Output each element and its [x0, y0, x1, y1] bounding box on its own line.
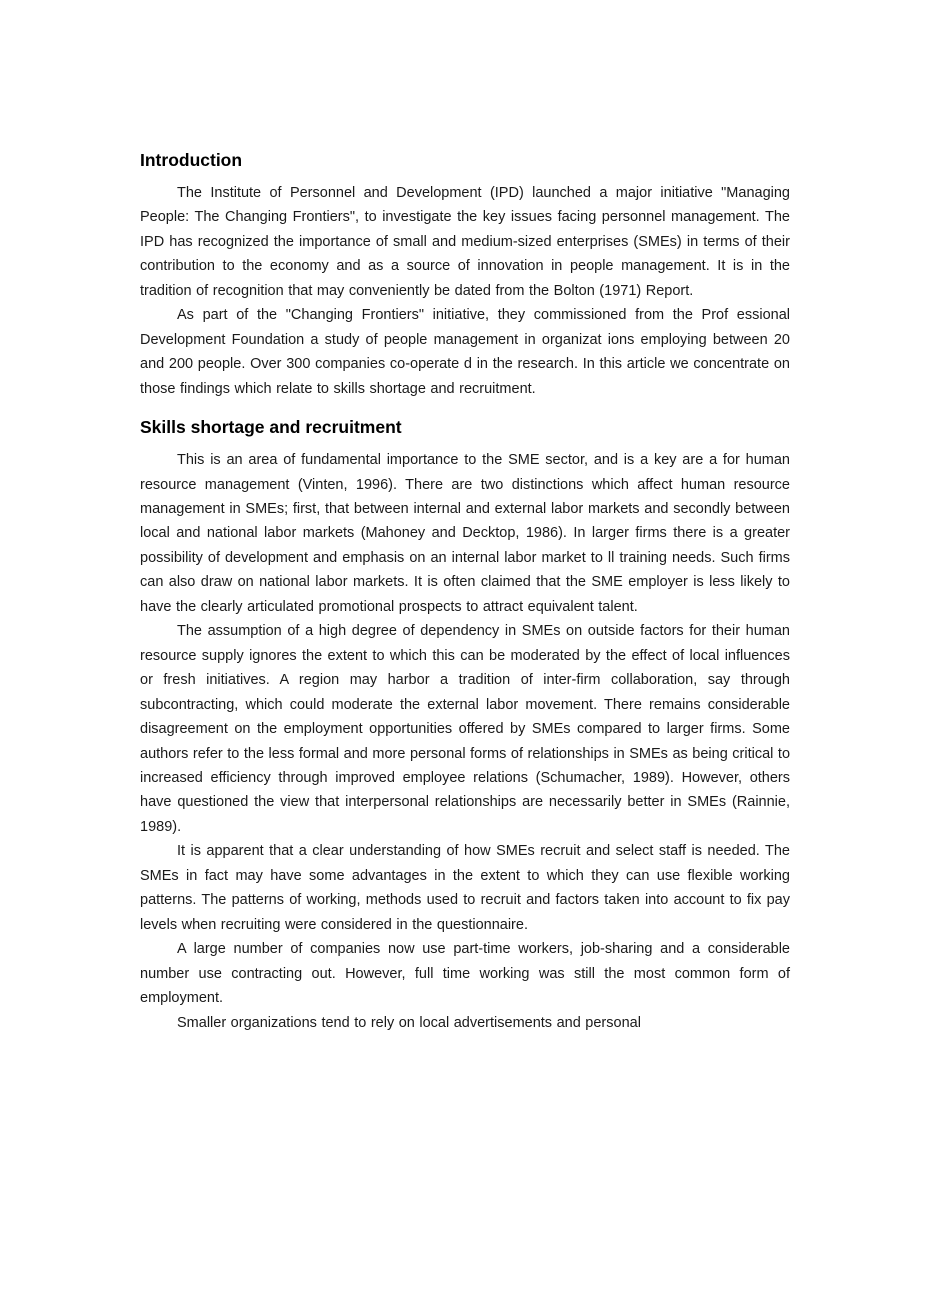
section-heading-introduction: Introduction — [140, 150, 243, 170]
paragraph-skills-3: It is apparent that a clear understanding of how SMEs recruit and select staff is needed. The SMEs in fact may have some advantages in the extent to which they can use flexible working patterns. The patterns of working, methods used to recruit and factors taken into account to fix pay levels when recruiting were considered in the questionnaire. — [140, 843, 790, 933]
paragraph-skills-2: The assumption of a high degree of dependency in SMEs on outside factors for their human resource supply ignores the extent to which this can be moderated by the effect of local influences or fresh initiatives. A region may harbor a tradition of inter-firm collaboration, say through subcontracting, which could moderate the external labor movement. There remains considerable disagreement on the employment opportunities offered by SMEs compared to larger firms. Some authors refer to the less formal and more personal forms of relationships in SMEs as being critical to increased efficiency through improved employee relations (Schumacher, 1989). However, others have questioned the view that interpersonal relationships are necessarily better in SMEs (Rainnie, 1989). — [140, 623, 791, 835]
paragraph-skills-1: This is an area of fundamental importance to the SME sector, and is a key are a for human resource management (Vinten, 1996). There are two distinctions which affect human resource management in SMEs; first, that between internal and external labor markets and secondly between local and national labor markets (Mahoney and Decktop, 1986). In larger firms there is a greater possibility of development and emphasis on an internal labor market to ll training needs. Such firms can also draw on national labor markets. It is often claimed that the SME employer is less likely to have the clearly articulated promotional prospects to attract equivalent talent. — [140, 452, 790, 615]
paragraph-skills-5: Smaller organizations tend to rely on local advertisements and personal — [177, 1014, 641, 1031]
section-heading-skills-shortage: Skills shortage and recruitment — [140, 417, 402, 438]
paragraph-skills-4: A large number of companies now use part-time workers, job-sharing and a considerable number use contracting out. However, full time working was still the most common form of employment. — [140, 941, 790, 1007]
paragraph-intro-2: As part of the "Changing Frontiers" initiative, they commissioned from the Prof essional Development Foundation a study of people management in organizat ions employing between 20 and 200 people. Over 300 companies co-operate d in the research. In this article we concentrate on those findings which relate to skills shortage and recruitment. — [140, 307, 790, 397]
paragraph-intro-1: The Institute of Personnel and Development (IPD) launched a major initiative "Managing People: The Changing Frontiers", to investigate the key issues facing personnel management. The IPD has recognized the importance of small and medium-sized enterprises (SMEs) in terms of their contribution to the economy and as a source of innovation in people management. It is in the tradition of recognition that may conveniently be dated from the Bolton (1971) Report. — [140, 185, 790, 299]
